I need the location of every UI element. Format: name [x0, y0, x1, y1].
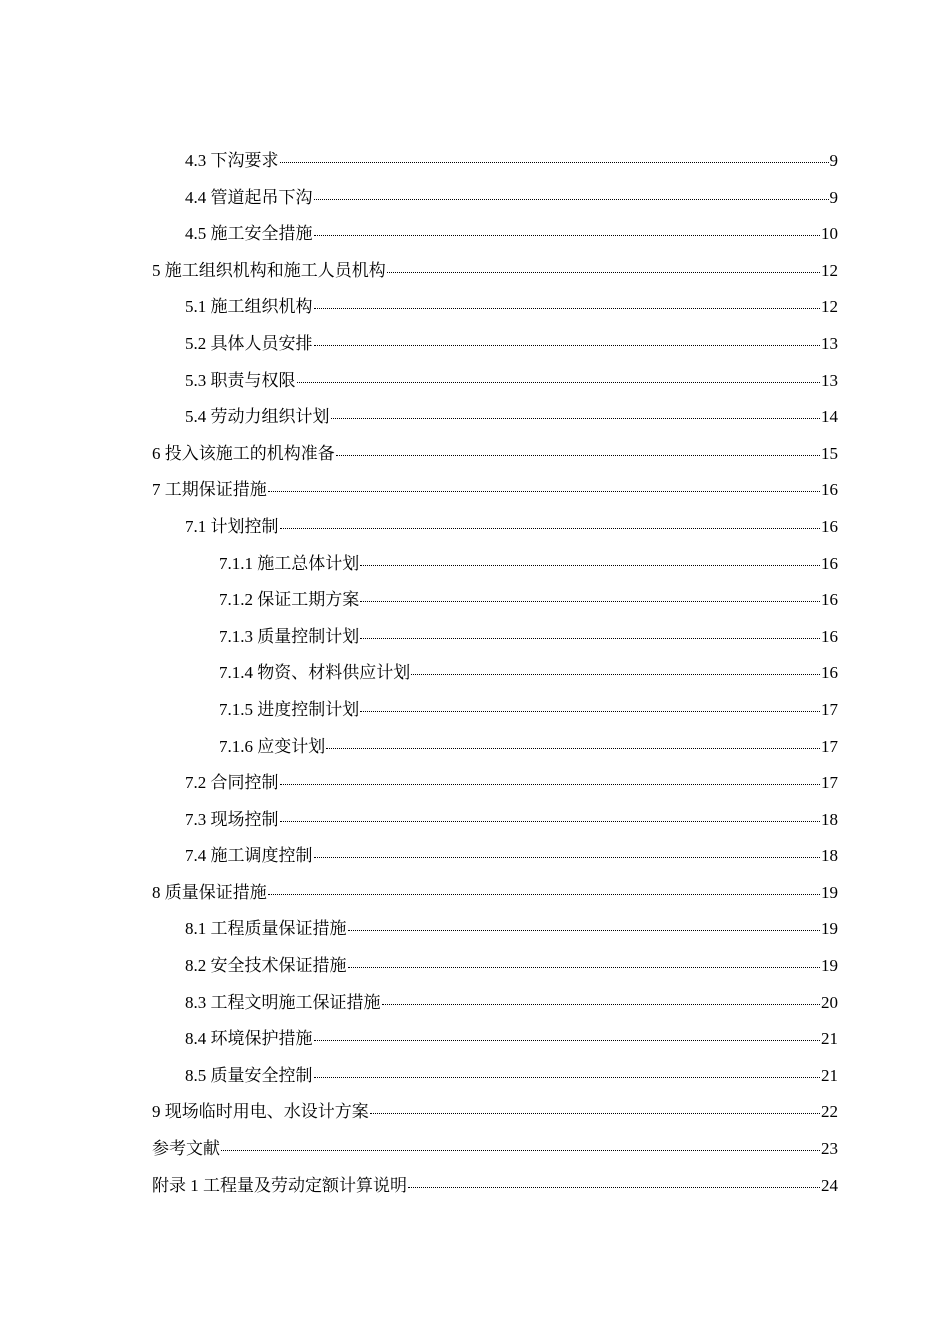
- toc-page-number: 16: [821, 590, 838, 610]
- toc-dot-leader: [297, 381, 821, 383]
- toc-page-number: 13: [821, 370, 838, 390]
- toc-entry-title: 7.1.3 质量控制计划: [219, 626, 360, 646]
- toc-entry[interactable]: [152, 509, 838, 546]
- toc-entry[interactable]: [152, 1094, 838, 1131]
- toc-entry[interactable]: [152, 216, 838, 253]
- toc-dot-leader: [326, 747, 820, 749]
- toc-dot-leader: [360, 600, 820, 602]
- toc-entry[interactable]: [152, 985, 838, 1022]
- table-of-contents: [152, 143, 838, 1204]
- toc-entry[interactable]: [152, 729, 838, 766]
- toc-entry-title: 8 质量保证措施: [152, 882, 267, 902]
- toc-dot-leader: [314, 1039, 821, 1041]
- toc-page-number: 13: [821, 333, 838, 353]
- toc-entry[interactable]: [152, 582, 838, 619]
- toc-entry[interactable]: [152, 180, 838, 217]
- toc-dot-leader: [314, 856, 821, 858]
- toc-page-number: 10: [821, 224, 838, 244]
- toc-dot-leader: [382, 1003, 821, 1005]
- toc-entry-title: 7.4 施工调度控制: [185, 846, 313, 866]
- toc-dot-leader: [370, 1112, 820, 1114]
- toc-entry-title: 7.1 计划控制: [185, 516, 279, 536]
- toc-page-number: 22: [821, 1102, 838, 1122]
- toc-dot-leader: [348, 929, 821, 931]
- toc-entry-title: 6 投入该施工的机构准备: [152, 443, 335, 463]
- toc-dot-leader: [387, 271, 820, 273]
- toc-dot-leader: [314, 234, 821, 236]
- toc-page-number: 20: [821, 992, 838, 1012]
- toc-entry[interactable]: [152, 1021, 838, 1058]
- toc-page-number: 17: [821, 699, 838, 719]
- toc-page-number: 12: [821, 297, 838, 317]
- toc-entry-title: 8.2 安全技术保证措施: [185, 956, 347, 976]
- toc-entry[interactable]: [152, 546, 838, 583]
- toc-dot-leader: [314, 1076, 821, 1078]
- toc-entry-title: 8.5 质量安全控制: [185, 1065, 313, 1085]
- toc-entry-title: 5.2 具体人员安排: [185, 333, 313, 353]
- toc-entry[interactable]: [152, 911, 838, 948]
- toc-page-number: 9: [829, 187, 838, 207]
- toc-page-number: 17: [821, 736, 838, 756]
- toc-page-number: 12: [821, 260, 838, 280]
- toc-entry-title: 8.1 工程质量保证措施: [185, 919, 347, 939]
- toc-dot-leader: [360, 710, 820, 712]
- toc-page-number: 18: [821, 809, 838, 829]
- toc-page-number: 15: [821, 443, 838, 463]
- toc-entry-title: 参考文献: [152, 1139, 220, 1159]
- toc-entry[interactable]: [152, 619, 838, 656]
- toc-entry[interactable]: [152, 363, 838, 400]
- toc-entry-title: 4.3 下沟要求: [185, 151, 279, 170]
- toc-entry[interactable]: [152, 655, 838, 692]
- toc-dot-leader: [268, 490, 820, 492]
- toc-entry[interactable]: [152, 289, 838, 326]
- toc-page-number: 21: [821, 1065, 838, 1085]
- toc-entry[interactable]: [152, 399, 838, 436]
- toc-dot-leader: [314, 198, 829, 200]
- toc-dot-leader: [408, 1186, 820, 1188]
- toc-page-number: 9: [829, 151, 838, 170]
- toc-page-number: 18: [821, 846, 838, 866]
- toc-entry-title: 8.4 环境保护措施: [185, 1029, 313, 1049]
- toc-entry[interactable]: [152, 692, 838, 729]
- toc-dot-leader: [360, 564, 820, 566]
- toc-entry[interactable]: [152, 765, 838, 802]
- toc-page-number: 17: [821, 773, 838, 793]
- toc-entry-title: 7.1.6 应变计划: [219, 736, 326, 756]
- toc-entry-title: 5 施工组织机构和施工人员机构: [152, 260, 386, 280]
- toc-dot-leader: [314, 307, 821, 309]
- toc-dot-leader: [280, 783, 821, 785]
- toc-dot-leader: [280, 161, 829, 163]
- toc-entry[interactable]: [152, 948, 838, 985]
- toc-page-number: 16: [821, 553, 838, 573]
- toc-page-number: 21: [821, 1029, 838, 1049]
- toc-dot-leader: [411, 673, 820, 675]
- toc-entry-title: 附录 1 工程量及劳动定额计算说明: [152, 1175, 407, 1195]
- toc-entry-title: 5.1 施工组织机构: [185, 297, 313, 317]
- toc-entry[interactable]: [152, 802, 838, 839]
- toc-dot-leader: [280, 527, 821, 529]
- toc-entry[interactable]: [152, 838, 838, 875]
- toc-entry[interactable]: [152, 143, 838, 180]
- toc-entry[interactable]: [152, 253, 838, 290]
- toc-entry-title: 5.4 劳动力组织计划: [185, 407, 330, 427]
- toc-entry-title: 7.1.2 保证工期方案: [219, 590, 360, 610]
- toc-entry-title: 7.3 现场控制: [185, 809, 279, 829]
- toc-entry[interactable]: [152, 1131, 838, 1168]
- toc-entry[interactable]: [152, 326, 838, 363]
- toc-dot-leader: [268, 893, 820, 895]
- toc-page-number: 16: [821, 516, 838, 536]
- toc-page-number: 19: [821, 956, 838, 976]
- toc-entry-title: 5.3 职责与权限: [185, 370, 296, 390]
- toc-entry[interactable]: [152, 875, 838, 912]
- toc-dot-leader: [280, 820, 821, 822]
- toc-entry-title: 9 现场临时用电、水设计方案: [152, 1102, 369, 1122]
- toc-page-number: 19: [821, 919, 838, 939]
- toc-page-number: 14: [821, 407, 838, 427]
- toc-dot-leader: [314, 344, 821, 346]
- toc-entry-title: 7.2 合同控制: [185, 773, 279, 793]
- toc-page-number: 16: [821, 663, 838, 683]
- toc-page-number: 23: [821, 1139, 838, 1159]
- toc-entry[interactable]: [152, 472, 838, 509]
- toc-entry-title: 7.1.4 物资、材料供应计划: [219, 663, 411, 683]
- toc-page-number: 16: [821, 480, 838, 500]
- toc-entry[interactable]: [152, 436, 838, 473]
- toc-entry-title: 7.1.1 施工总体计划: [219, 553, 360, 573]
- toc-dot-leader: [348, 966, 821, 968]
- toc-dot-leader: [331, 417, 821, 419]
- toc-dot-leader: [360, 637, 820, 639]
- toc-page-number: 16: [821, 626, 838, 646]
- toc-entry-title: 7 工期保证措施: [152, 480, 267, 500]
- toc-entry[interactable]: [152, 1168, 838, 1205]
- toc-entry-title: 7.1.5 进度控制计划: [219, 699, 360, 719]
- toc-entry-title: 4.5 施工安全措施: [185, 224, 313, 244]
- toc-dot-leader: [336, 454, 820, 456]
- toc-entry-title: 8.3 工程文明施工保证措施: [185, 992, 381, 1012]
- toc-page-number: 24: [821, 1175, 838, 1195]
- toc-dot-leader: [221, 1149, 820, 1151]
- toc-page-number: 19: [821, 882, 838, 902]
- toc-entry[interactable]: [152, 1058, 838, 1095]
- toc-entry-title: 4.4 管道起吊下沟: [185, 187, 313, 207]
